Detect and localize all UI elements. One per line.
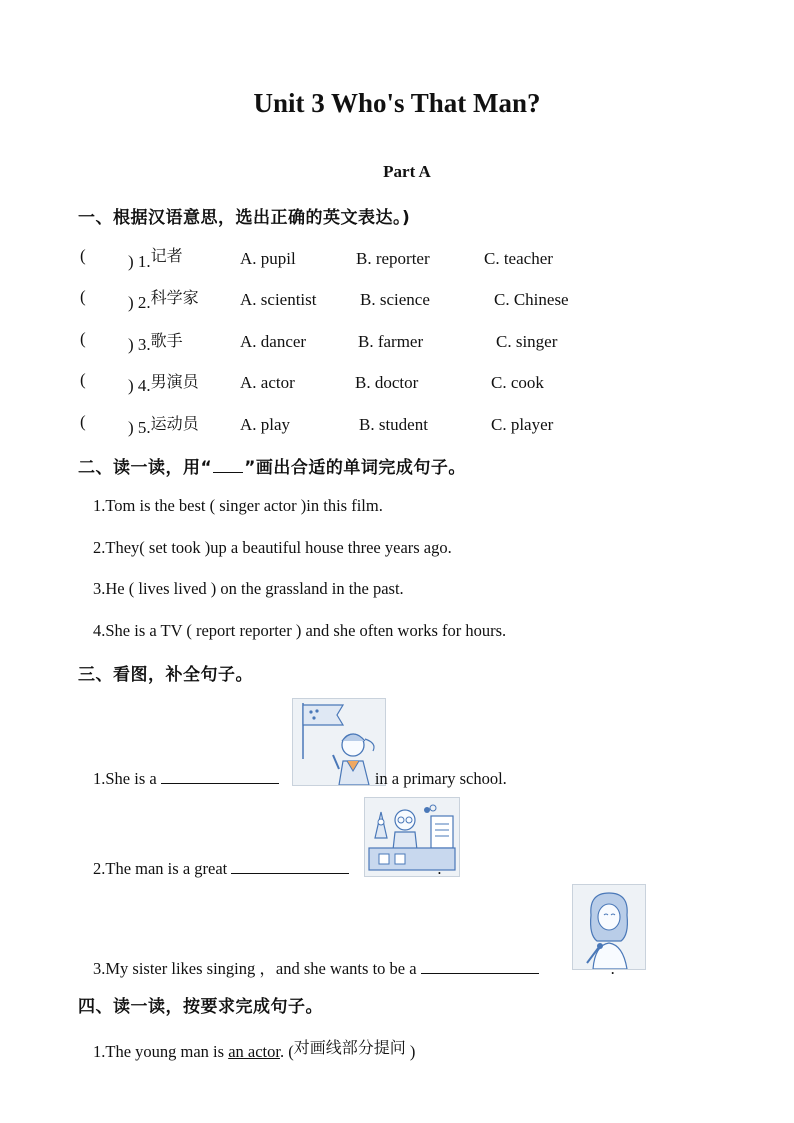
- paren-open: (: [80, 329, 86, 348]
- option-c: C. singer: [496, 332, 558, 351]
- option-a: A. actor: [240, 373, 295, 392]
- option-c: C. Chinese: [494, 290, 569, 309]
- option-b: B. student: [359, 415, 428, 434]
- chinese-word: 记者: [150, 246, 183, 265]
- answer-paren-3[interactable]: [80, 329, 86, 349]
- section3-heading: 三、看图，补全句子。: [78, 665, 253, 685]
- picture-sentence-3: [93, 955, 615, 979]
- option-b: B. doctor: [355, 373, 419, 392]
- heading-text: 二、读一读，用“: [78, 458, 213, 478]
- sentence-text: .: [610, 959, 615, 978]
- sentence-text: .: [437, 859, 442, 878]
- sentence-3: 3.He ( lives lived ) on the grassland in the past.: [93, 579, 404, 598]
- sentence-text: in a primary school.: [374, 769, 507, 788]
- option-b: B. reporter: [356, 249, 430, 268]
- question-1: [128, 246, 183, 272]
- answer-paren-1[interactable]: [80, 246, 86, 266]
- option-c: C. teacher: [484, 249, 553, 268]
- sentence-text: 2.The man is a great: [93, 859, 228, 878]
- paren-open: (: [80, 287, 86, 306]
- answer-blank-1[interactable]: [161, 769, 279, 784]
- picture-sentence-1: [93, 769, 507, 789]
- answer-paren-2[interactable]: [80, 287, 86, 307]
- option-a: A. pupil: [240, 249, 296, 268]
- heading-text: ”画出合适的单词完成句子。: [244, 458, 466, 478]
- paren-open: (: [80, 412, 86, 431]
- chinese-word: 男演员: [150, 372, 199, 391]
- option-a: A. dancer: [240, 332, 307, 351]
- sentence-2: 2.They( set took )up a beautiful house three years ago.: [93, 538, 452, 557]
- paren-close: ): [128, 252, 134, 271]
- section1-heading: 一、根据汉语意思，选出正确的英文表达。): [78, 208, 411, 228]
- paren-close: ): [128, 293, 134, 312]
- answer-paren-5[interactable]: [80, 412, 86, 432]
- question-number: 1.: [137, 252, 151, 271]
- sentence-text: 3.My sister likes singing ，and she wants to be a: [93, 959, 417, 978]
- sentence-1: 1.Tom is the best ( singer actor )in this film.: [93, 496, 383, 515]
- option-b: B. farmer: [358, 332, 424, 351]
- question-number: 2.: [137, 293, 151, 312]
- sentence-text: . (: [279, 1042, 294, 1061]
- paren-close: ): [128, 418, 134, 437]
- sentence-text: 1.She is a: [93, 769, 157, 788]
- option-a: A. play: [240, 415, 291, 434]
- paren-open: (: [80, 370, 86, 389]
- underline-sample: [213, 460, 243, 473]
- option-c: C. cook: [491, 373, 544, 392]
- sentence-text: ): [405, 1042, 416, 1061]
- option-a: A. scientist: [240, 290, 317, 309]
- sentence-text: 1.The young man is: [93, 1042, 229, 1061]
- chinese-word: 运动员: [150, 414, 199, 433]
- underlined-phrase: an actor: [228, 1042, 280, 1061]
- question-number: 5.: [137, 418, 151, 437]
- question-4: [128, 373, 199, 396]
- instruction-text: 对画线部分提问: [293, 1038, 406, 1057]
- chinese-word: 歌手: [150, 331, 183, 350]
- rewrite-sentence-1: [93, 1039, 415, 1062]
- paren-open: (: [80, 246, 86, 265]
- answer-blank-3[interactable]: [421, 959, 539, 974]
- question-3: [128, 332, 183, 355]
- question-2: [128, 290, 199, 313]
- section2-heading: [78, 453, 466, 478]
- page-title: Unit 3 Who's That Man?: [253, 88, 541, 118]
- answer-blank-2[interactable]: [231, 859, 349, 874]
- question-number: 4.: [137, 376, 151, 395]
- chinese-word: 科学家: [150, 288, 199, 307]
- option-b: B. science: [360, 290, 430, 309]
- answer-paren-4[interactable]: [80, 370, 86, 390]
- picture-sentence-2: [93, 859, 442, 879]
- sentence-4: 4.She is a TV ( report reporter ) and she often works for hours.: [93, 621, 507, 640]
- paren-close: ): [128, 376, 134, 395]
- part-label: Part A: [383, 162, 431, 181]
- section4-heading: 四、读一读，按要求完成句子。: [78, 997, 323, 1017]
- option-c: C. player: [491, 415, 554, 434]
- question-number: 3.: [137, 335, 151, 354]
- question-5: [128, 415, 199, 438]
- paren-close: ): [128, 335, 134, 354]
